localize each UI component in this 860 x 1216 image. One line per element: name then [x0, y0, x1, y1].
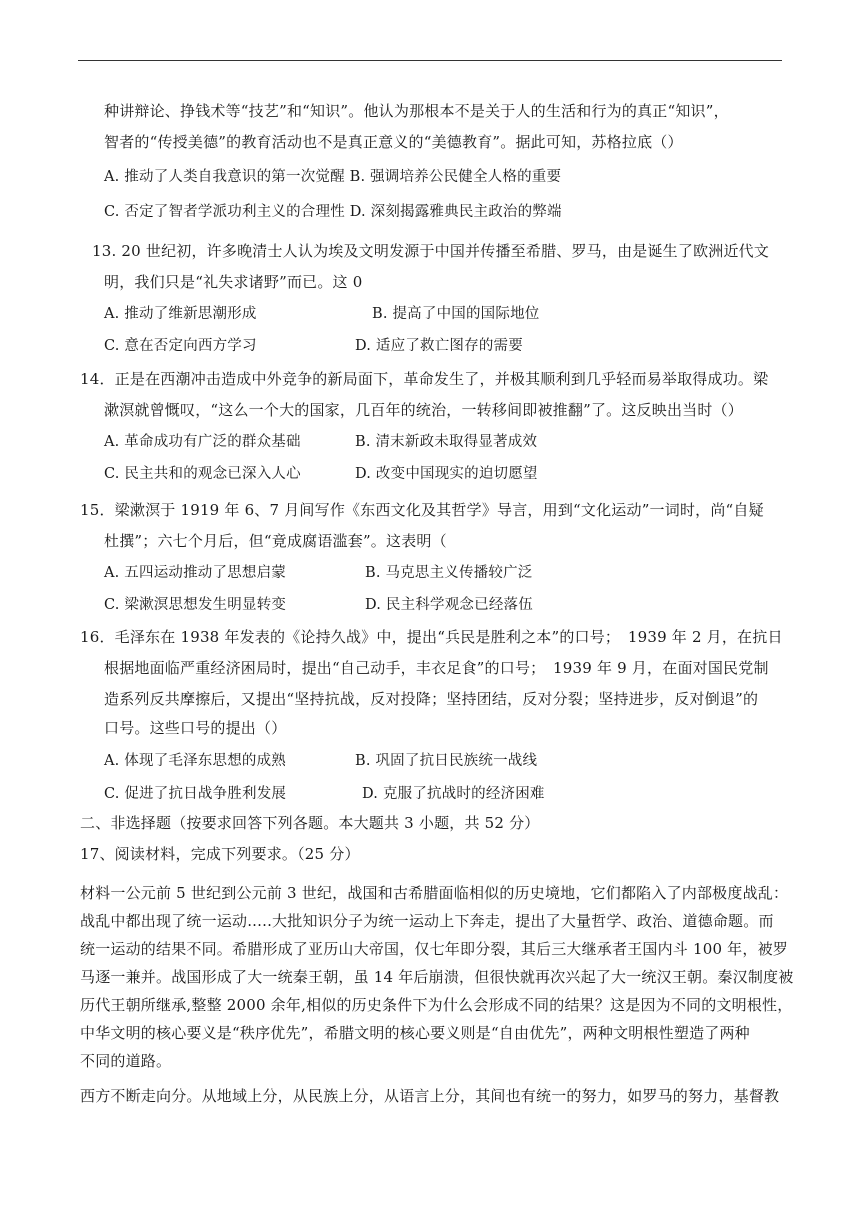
q14-option-a: A. 革命成功有广泛的群众基础	[104, 434, 301, 450]
q16-option-c: C. 促进了抗日战争胜利发展	[104, 786, 287, 802]
q16-text-line-1: 16．毛泽东在 1938 年发表的《论持久战》中，提出“兵民是胜利之本”的口号； 1939 年 2 月，在抗日	[80, 628, 783, 646]
q14-option-c: C. 民主共和的观念已深入人心	[104, 466, 301, 482]
q13-option-a: A. 推动了维新思潮形成	[104, 306, 257, 322]
q13-option-b: B. 提高了中国的国际地位	[372, 306, 540, 322]
q12-options-ab: A. 推动了人类自我意识的第一次觉醒 B. 强调培养公民健全人格的重要	[104, 169, 562, 185]
q13-text-line-1: 13. 20 世纪初，许多晚清士人认为埃及文明发源于中国并传播至希腊、罗马，由是诞生了欧洲近代文	[92, 242, 770, 260]
q15-text-line-1: 15．梁漱溟于 1919 年 6、7 月间写作《东西文化及其哲学》导言，用到“文化运动”一词时，尚“自疑	[80, 501, 764, 519]
q16-option-a: A. 体现了毛泽东思想的成熟	[104, 753, 286, 769]
q15-option-a: A. 五四运动推动了思想启蒙	[104, 565, 286, 581]
q12-options-cd: C. 否定了智者学派功利主义的合理性 D. 深刻揭露雅典民主政治的弊端	[104, 204, 562, 220]
q17-material-line-6: 中华文明的核心要义是“秩序优先”，希腊文明的核心要义则是“自由优先”，两种文明根性塑造了两种	[80, 1024, 750, 1042]
q17-title: 17、阅读材料，完成下列要求。（25 分）	[80, 845, 360, 863]
q15-option-b: B. 马克思主义传播较广泛	[365, 565, 533, 581]
q17-material-line-8: 西方不断走向分。从地域上分，从民族上分，从语言上分，其间也有统一的努力，如罗马的努力，基督教	[80, 1087, 780, 1105]
q12-text-line-1: 种讲辩论、挣钱术等“技艺”和“知识”。他认为那根本不是关于人的生活和行为的真正“知识”，	[104, 102, 729, 120]
q15-option-d: D. 民主科学观念已经落伍	[365, 597, 533, 613]
q15-option-c: C. 梁漱溟思想发生明显转变	[104, 597, 287, 613]
header-rule	[78, 60, 782, 61]
q17-material-line-3: 统一运动的结果不同。希腊形成了亚历山大帝国，仅七年即分裂，其后三大继承者王国内斗 100 年，被罗	[80, 940, 788, 958]
q14-text-line-2: 漱溟就曾慨叹，“这么一个大的国家，几百年的统治，一转移间即被推翻”了。这反映出当时（）	[104, 401, 743, 419]
q17-material-line-1: 材料一公元前 5 世纪到公元前 3 世纪，战国和古希腊面临相似的历史境地，它们都陷入了内部极度战乱：	[80, 884, 789, 902]
q17-material-line-5: 历代王朝所继承,整整 2000 余年,相似的历史条件下为什么会形成不同的结果？这是因为不同的文明根性，	[80, 996, 793, 1014]
q17-material-line-4: 马逐一兼并。战国形成了大一统秦王朝，虽 14 年后崩溃，但很快就再次兴起了大一统汉王朝。秦汉制度被	[80, 968, 794, 986]
q13-option-d: D. 适应了救亡图存的需要	[355, 338, 523, 354]
q16-text-line-4: 口号。这些口号的提出（）	[104, 719, 287, 737]
q15-text-line-2: 杜撰”；六七个月后，但“竟成腐语滥套”。这表明（	[104, 532, 447, 550]
q13-text-line-2: 明，我们只是“礼失求诸野”而已。这 0	[104, 273, 363, 291]
q17-material-line-7: 不同的道路。	[80, 1052, 172, 1070]
q17-material-line-2: 战乱中都出现了统一运动.....大批知识分子为统一运动上下奔走，提出了大量哲学、政治、道德命题。而	[80, 912, 774, 930]
q16-option-b: B. 巩固了抗日民族统一战线	[355, 753, 538, 769]
q14-option-d: D. 改变中国现实的迫切愿望	[355, 466, 538, 482]
q16-option-d: D. 克服了抗战时的经济困难	[362, 786, 545, 802]
q13-option-c: C. 意在否定向西方学习	[104, 338, 257, 354]
q14-option-b: B. 清末新政未取得显著成效	[355, 434, 538, 450]
q16-text-line-3: 造系列反共摩擦后，又提出“坚持抗战，反对投降；坚持团结，反对分裂；坚持进步，反对倒退”的	[104, 690, 759, 708]
q12-text-line-2: 智者的“传授美德”的教育活动也不是真正意义的“美德教育”。据此可知，苏格拉底（）	[104, 133, 683, 151]
q16-text-line-2: 根据地面临严重经济困局时，提出“自己动手，丰衣足食”的口号； 1939 年 9 月，在面对国民党制	[104, 659, 769, 677]
section-2-heading: 二、非选择题（按要求回答下列各题。本大题共 3 小题，共 52 分）	[80, 814, 540, 832]
q14-text-line-1: 14．正是在西潮冲击造成中外竞争的新局面下，革命发生了，并极其顺利到几乎轻而易举取得成功。梁	[80, 370, 769, 388]
